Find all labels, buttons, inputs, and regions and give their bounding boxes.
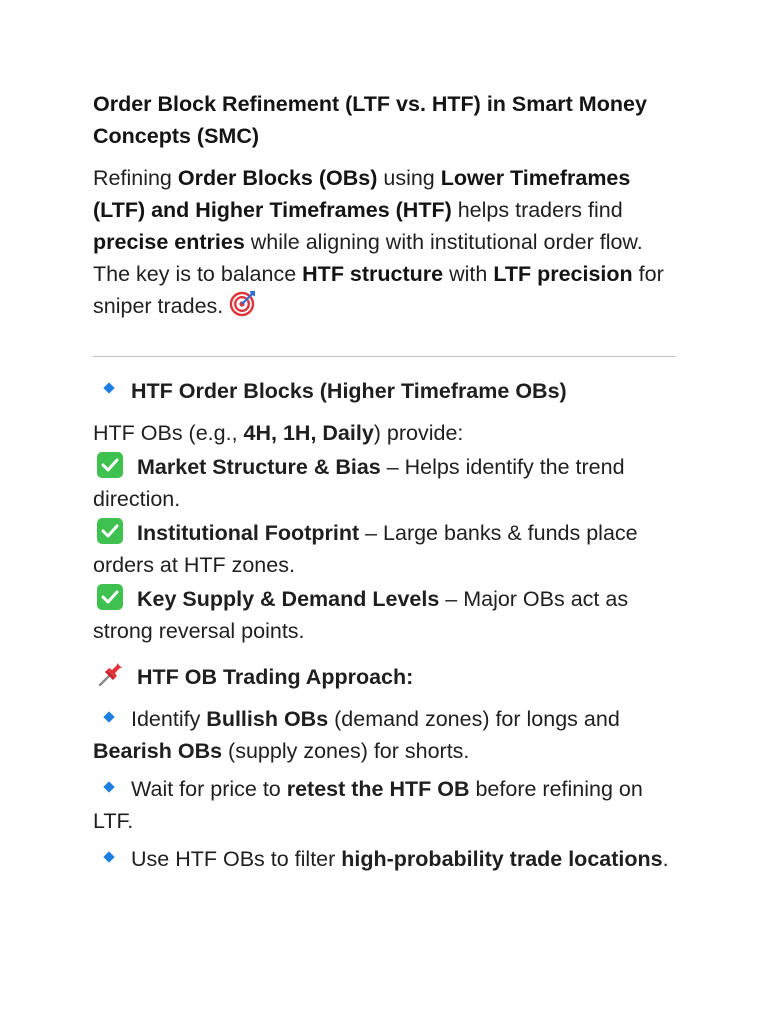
intro-text: with	[443, 262, 494, 286]
intro-bold: LTF precision	[493, 262, 633, 286]
check-item-bold: Market Structure & Bias	[137, 455, 381, 479]
check-item-bold: Key Supply & Demand Levels	[137, 587, 440, 611]
intro-text: while aligning with institutional order flow. The key is to balance	[93, 230, 643, 286]
check-item-text: – Helps identify the trend direction.	[93, 455, 625, 511]
approach-bold: Bearish OBs	[93, 739, 223, 763]
lead-text: ) provide:	[373, 421, 464, 445]
intro-text: helps traders find	[451, 198, 623, 222]
check-item	[93, 583, 676, 647]
intro-bold: HTF structure	[302, 262, 444, 286]
approach-item	[93, 773, 676, 837]
intro-bold: Order Blocks (OBs)	[177, 166, 378, 190]
approach-text: before refining on LTF.	[93, 777, 643, 833]
check-item-text: – Large banks & funds place orders at HTF zones.	[93, 521, 638, 577]
heading-text: HTF Order Blocks (Higher Timeframe OBs)	[131, 379, 567, 403]
lead-text: HTF OBs (e.g.,	[93, 421, 244, 445]
blue-diamond-icon	[103, 782, 114, 793]
approach-text: (demand zones) for longs and	[328, 707, 620, 731]
check-item-bold: Institutional Footprint	[137, 521, 360, 545]
intro-text: Refining	[93, 166, 178, 190]
document-title: Order Block Refinement (LTF vs. HTF) in Smart Money Concepts (SMC)	[93, 92, 647, 148]
lead-bold: 4H, 1H, Daily	[243, 421, 374, 445]
approach-text: Identify	[131, 707, 207, 731]
approach-text: .	[662, 847, 669, 871]
intro-bold: Lower Timeframes (LTF) and Higher Timeframes (HTF)	[93, 166, 631, 222]
intro-text: for sniper trades.	[93, 262, 664, 318]
approach-item	[93, 703, 676, 767]
approach-text: (supply zones) for shorts.	[222, 739, 470, 763]
check-mark-icon	[97, 518, 123, 544]
approach-bold: retest the HTF OB	[286, 777, 470, 801]
approach-text: Use HTF OBs to filter	[131, 847, 342, 871]
blue-diamond-icon	[103, 712, 114, 723]
check-mark-icon	[97, 584, 123, 610]
check-mark-icon	[97, 452, 123, 478]
intro-paragraph	[93, 162, 676, 322]
blue-diamond-icon	[103, 382, 114, 393]
approach-item	[93, 843, 676, 875]
section-divider	[93, 356, 676, 357]
approach-bold: Bullish OBs	[206, 707, 329, 731]
blue-diamond-icon	[103, 852, 114, 863]
approach-text: Wait for price to	[131, 777, 287, 801]
check-item-text: – Major OBs act as strong reversal points.	[93, 587, 629, 643]
intro-text: using	[377, 166, 441, 190]
approach-heading	[93, 661, 676, 693]
check-item	[93, 517, 676, 581]
check-item	[93, 451, 676, 515]
intro-bold: precise entries	[93, 230, 245, 254]
target-icon	[229, 289, 257, 317]
approach-bold: high-probability trade locations	[341, 847, 663, 871]
htf-lead-line	[93, 417, 676, 449]
htf-section-heading	[93, 375, 676, 407]
heading-text: HTF OB Trading Approach:	[137, 665, 414, 689]
pushpin-icon	[97, 660, 125, 688]
